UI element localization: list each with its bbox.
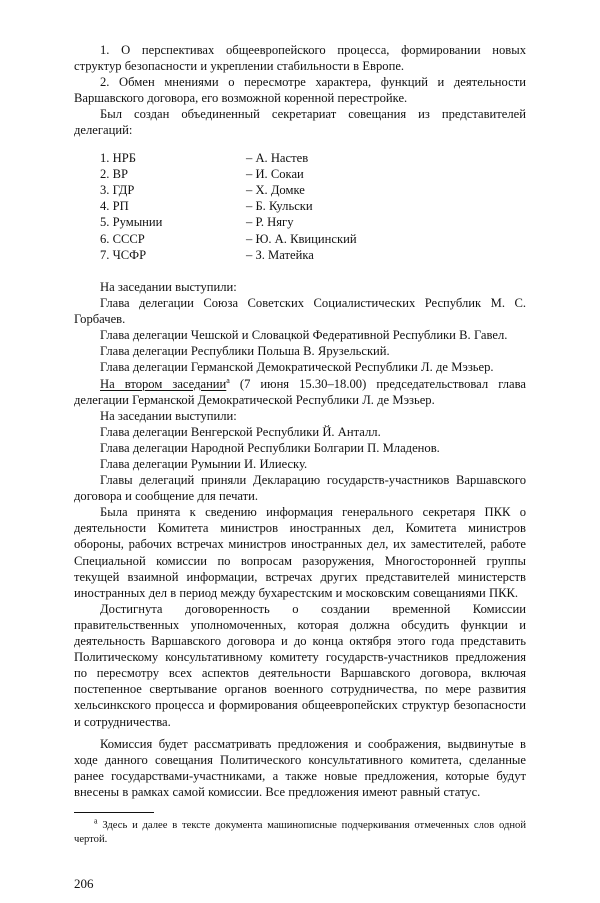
- delegation-country: 4. РП: [100, 199, 129, 214]
- delegation-country: 2. ВР: [100, 166, 128, 181]
- delegation-country: 3. ГДР: [100, 182, 135, 197]
- paragraph-speaker-hungary: Глава делегации Венгерской Республики Й. Анталл.: [100, 424, 381, 439]
- paragraph-speaker-ussr: Глава делегации Союза Советских Социалистических Республик М. С. Горбачев.: [74, 296, 526, 327]
- delegation-representative: – З. Матейка: [246, 247, 314, 262]
- paragraph-declaration: Главы делегаций приняли Декларацию государств-участников Варшавского договора и сообщение для печати.: [74, 473, 526, 504]
- paragraph-speaker-romania: Глава делегации Румынии И. Илиеску.: [100, 457, 308, 472]
- delegation-representative: – Р. Нягу: [246, 215, 294, 230]
- underlined-phrase-second-session: На втором заседании: [100, 376, 227, 391]
- table-row: [100, 214, 466, 230]
- heading-session-speakers-2: На заседании выступили:: [100, 408, 237, 423]
- delegation-country: 1. НРБ: [100, 150, 136, 165]
- paragraph-item-2: 2. Обмен мнениями о пересмотре характера, функций и деятельности Варшавского договора, его возможной коренной перестройке.: [74, 75, 526, 106]
- paragraph-secretariat-intro: Был создан объединенный секретариат совещания из представителей делегаций:: [74, 107, 526, 138]
- paragraph-speaker-csfr: Глава делегации Чешской и Словацкой Федеративной Республики В. Гавел.: [100, 328, 508, 343]
- page-number: 206: [74, 876, 94, 891]
- delegation-representative: – И. Сокаи: [246, 166, 304, 181]
- heading-session-speakers-1: На заседании выступили:: [100, 279, 237, 294]
- delegation-table: [100, 150, 466, 263]
- delegation-table-body: [100, 150, 466, 263]
- paragraph-second-session: [74, 376, 526, 408]
- footnote-separator-rule: [74, 812, 154, 813]
- paragraph-speaker-bulgaria: Глава делегации Народной Республики Болгарии П. Младенов.: [100, 440, 440, 455]
- table-row: [100, 182, 466, 198]
- second-session-rest: (7 июня 15.30–18.00) председательствовал глава делегации Германской Демократической Республики Л. де Мэзьер.: [74, 376, 526, 407]
- delegation-representative: – Ю. А. Квицинский: [246, 231, 357, 246]
- footnote-text: [74, 816, 526, 846]
- delegation-country: 5. Румынии: [100, 215, 163, 230]
- delegation-representative: – А. Настев: [246, 150, 309, 165]
- table-row: [100, 166, 466, 182]
- paragraph-speaker-poland: Глава делегации Республики Польша В. Ярузельский.: [100, 344, 390, 359]
- table-row: [100, 247, 466, 263]
- spacer: [74, 263, 526, 279]
- paragraph-commission-scope: Комиссия будет рассматривать предложения и соображения, выдвинутые в ходе данного совещания Политического консультативного комитета, сделанные ранее государствами-участниками, а также новые предложения, которые будут внесены в рамках самой комиссии. Все предложения имеют равный статус.: [74, 736, 526, 799]
- footnote-body: Здесь и далее в тексте документа машинописные подчеркивания отмеченных слов одной чертой.: [74, 820, 526, 845]
- footnote-block: [74, 812, 526, 846]
- delegation-country: 6. СССР: [100, 231, 145, 246]
- footnote-marker: а: [94, 816, 98, 826]
- paragraph-speaker-gdr: Глава делегации Германской Демократической Республики Л. де Мэзьер.: [100, 360, 494, 375]
- delegation-country: 7. ЧСФР: [100, 247, 147, 262]
- paragraph-commission-agreement: Достигнута договоренность о создании временной Комиссии правительственных уполномоченных, которая должна обсудить функции и деятельность Варшавского договора и до конца октября этого года представить Политическому консультативному комитету государств-участников предложения по пересмотру всех аспектов деятельности Варшавского договора, включая постепенное свертывание органов военного сотрудничества, по мере развития хельсинкского процесса и формирования общеевропейских структур безопасности и сотрудничества.: [74, 601, 526, 729]
- table-row: [100, 150, 466, 166]
- table-row: [100, 231, 466, 247]
- delegation-representative: – Х. Домке: [246, 182, 305, 197]
- footnote-reference-marker: а: [226, 375, 230, 385]
- page-body: [74, 42, 526, 800]
- delegation-representative: – Б. Кульски: [246, 199, 313, 214]
- spacer: [74, 139, 526, 150]
- paragraph-item-1: 1. О перспективах общеевропейского процесса, формировании новых структур безопасности и укреплении стабильности в Европе.: [74, 43, 526, 74]
- paragraph-information-pkk: Была принята к сведению информация генерального секретаря ПКК о деятельности Комитета министров иностранных дел, Комитета министров обороны, рабочих встречах министров иностранных дел, их заместителей, работе Специальной комиссии по вопросам разоружения, Многосторонней группы текущей взаимной информации, встречах других представителей министерств иностранных дел в период между бухарестским и московским совещаниями ПКК.: [74, 505, 526, 600]
- table-row: [100, 198, 466, 214]
